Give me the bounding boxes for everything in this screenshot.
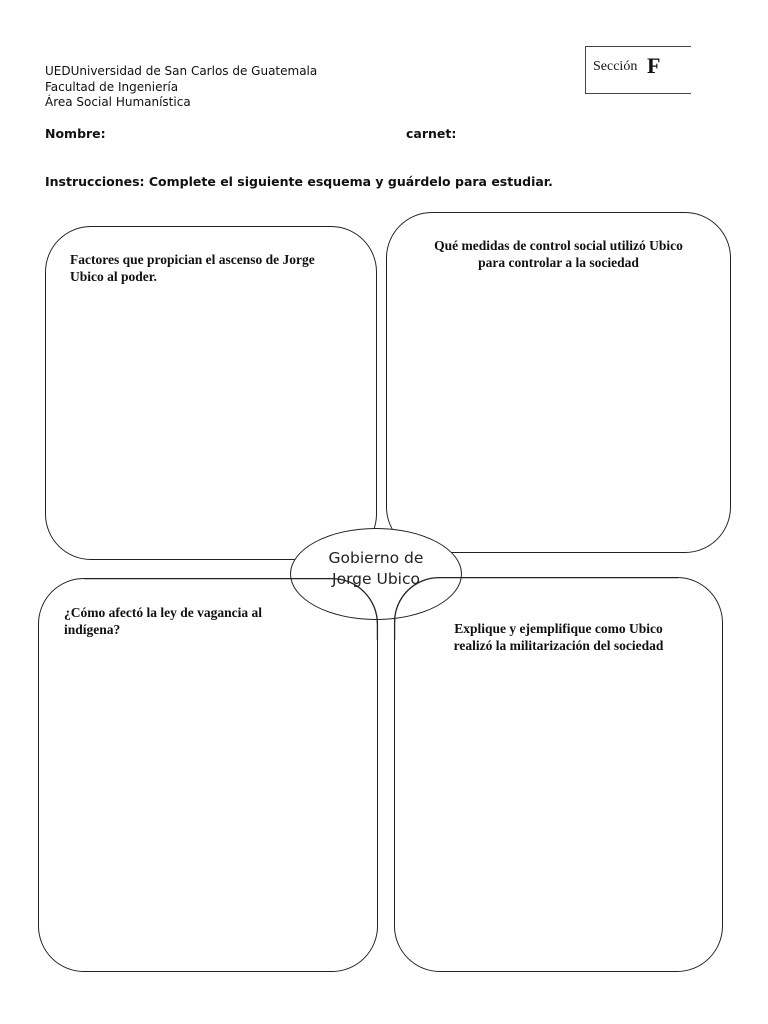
- section-label: Sección: [593, 59, 638, 74]
- university-name: UEDUniversidad de San Carlos de Guatemala: [45, 64, 318, 78]
- question-factores-ascenso: Factores que propician el ascenso de Jorge Ubico al poder.: [70, 252, 315, 284]
- area-name: Área Social Humanística: [45, 95, 191, 109]
- carnet-label: carnet:: [406, 126, 457, 141]
- nombre-label: Nombre:: [45, 126, 106, 141]
- question-militarizacion: Explique y ejemplifique como Ubico realizó la militarización del sociedad: [453, 621, 664, 653]
- question-control-social: Qué medidas de control social utilizó Ubico para controlar a la sociedad: [434, 238, 683, 270]
- bottom-right-box-top-edge: [395, 578, 678, 640]
- instructions: Instrucciones: Complete el siguiente esquema y guárdelo para estudiar.: [45, 174, 553, 189]
- center-topic-text: Gobierno de Jorge Ubico: [328, 549, 424, 588]
- bottom-left-box-top-edge: [84, 579, 377, 640]
- section-letter: F: [647, 53, 661, 78]
- faculty-name: Facultad de Ingeniería: [45, 79, 179, 94]
- question-ley-vagancia: ¿Cómo afectó la ley de vagancia al indígena?: [64, 605, 262, 637]
